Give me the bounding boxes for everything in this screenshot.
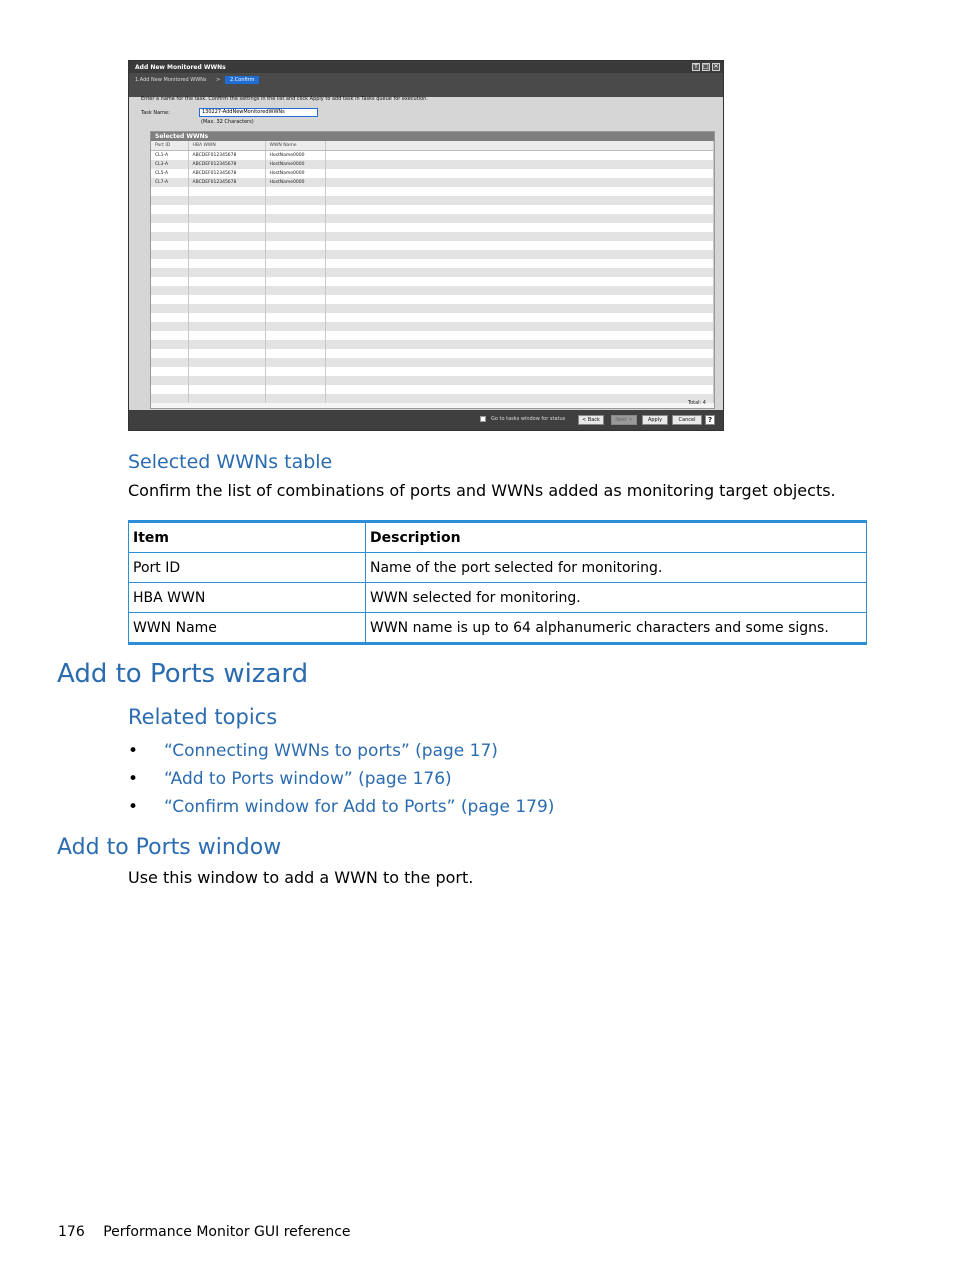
grid-cell: [325, 169, 714, 178]
table-row[interactable]: [151, 178, 714, 187]
grid-cell: [325, 349, 714, 358]
next-button[interactable]: Next >: [611, 415, 637, 425]
grid-cell: [265, 232, 325, 241]
grid-cell: [265, 304, 325, 313]
grid-cell: [151, 385, 188, 394]
col-hba-wwn[interactable]: HBA WWN: [188, 141, 265, 151]
grid-cell: [265, 313, 325, 322]
table-row: [129, 553, 867, 583]
grid-cell: [151, 313, 188, 322]
selected-wwns-grid: [151, 141, 714, 403]
grid-cell: [188, 214, 265, 223]
grid-cell: [151, 358, 188, 367]
grid-cell: [265, 394, 325, 403]
total-count: Total: 4: [687, 400, 706, 406]
grid-cell: [265, 376, 325, 385]
link-add-to-ports-window[interactable]: “Add to Ports window” (page 176): [164, 769, 452, 789]
grid-cell: [325, 385, 714, 394]
grid-cell: [265, 367, 325, 376]
table-row[interactable]: [151, 241, 714, 250]
grid-cell: [151, 367, 188, 376]
table-row[interactable]: [151, 331, 714, 340]
desc-description: WWN name is up to 64 alphanumeric characters and some signs.: [366, 613, 867, 644]
pin-icon[interactable]: ⊤: [693, 63, 699, 70]
grid-cell: CL1-A: [151, 151, 188, 161]
dialog-instruction: Enter a name for the task. Confirm the settings in the list and click Apply to add task in Tasks queue for execution.: [141, 96, 428, 102]
grid-cell: [325, 277, 714, 286]
add-new-monitored-wwns-dialog: [128, 60, 724, 431]
table-row[interactable]: [151, 169, 714, 178]
grid-cell: [325, 232, 714, 241]
maximize-icon[interactable]: □: [703, 63, 709, 70]
table-row[interactable]: [151, 187, 714, 196]
grid-cell: CL7-A: [151, 178, 188, 187]
table-row[interactable]: [151, 196, 714, 205]
table-row[interactable]: [151, 205, 714, 214]
col-wwn-name[interactable]: WWN Name: [265, 141, 325, 151]
grid-cell: [151, 304, 188, 313]
grid-cell: ABCDEF012345678: [188, 151, 265, 161]
grid-cell: [325, 259, 714, 268]
table-row[interactable]: [151, 340, 714, 349]
grid-cell: [265, 187, 325, 196]
grid-cell: ABCDEF012345678: [188, 160, 265, 169]
go-to-tasks-label: Go to tasks window for status: [491, 416, 566, 422]
description-table: [128, 520, 867, 645]
grid-cell: [188, 385, 265, 394]
grid-cell: CL5-A: [151, 169, 188, 178]
table-row[interactable]: [151, 385, 714, 394]
table-row[interactable]: [151, 223, 714, 232]
table-row: [129, 583, 867, 613]
grid-cell: [151, 286, 188, 295]
grid-cell: [325, 367, 714, 376]
bullet: •: [128, 741, 139, 761]
grid-cell: [325, 241, 714, 250]
step-add-new: 1.Add New Monitored WWNs: [135, 77, 207, 83]
grid-cell: [188, 331, 265, 340]
table-row[interactable]: [151, 295, 714, 304]
footer-section: Performance Monitor GUI reference: [103, 1224, 351, 1240]
grid-cell: [151, 259, 188, 268]
grid-cell: [325, 205, 714, 214]
grid-cell: ABCDEF012345678: [188, 178, 265, 187]
grid-cell: [265, 286, 325, 295]
table-row[interactable]: [151, 304, 714, 313]
grid-cell: [151, 394, 188, 403]
grid-cell: [151, 196, 188, 205]
grid-cell: [188, 340, 265, 349]
desc-item: HBA WWN: [129, 583, 366, 613]
grid-cell: ABCDEF012345678: [188, 169, 265, 178]
grid-cell: HostName0000: [265, 178, 325, 187]
grid-cell: [151, 250, 188, 259]
table-row[interactable]: [151, 232, 714, 241]
grid-cell: [325, 331, 714, 340]
grid-cell: CL3-A: [151, 160, 188, 169]
grid-cell: [325, 358, 714, 367]
add-to-ports-wizard-heading: Add to Ports wizard: [57, 659, 309, 689]
grid-cell: [188, 367, 265, 376]
table-row[interactable]: [151, 313, 714, 322]
table-row[interactable]: [151, 322, 714, 331]
grid-cell: [265, 250, 325, 259]
table-row[interactable]: [151, 349, 714, 358]
grid-cell: [265, 259, 325, 268]
grid-cell: [188, 223, 265, 232]
bullet: •: [128, 797, 139, 817]
grid-cell: [188, 358, 265, 367]
page-footer: [58, 1224, 351, 1240]
table-row[interactable]: [151, 160, 714, 169]
grid-cell: [265, 241, 325, 250]
grid-cell: [265, 295, 325, 304]
grid-cell: [325, 340, 714, 349]
table-row[interactable]: [151, 277, 714, 286]
table-row[interactable]: [151, 259, 714, 268]
grid-cell: [188, 277, 265, 286]
table-row[interactable]: [151, 214, 714, 223]
grid-cell: [151, 223, 188, 232]
grid-cell: [188, 232, 265, 241]
grid-cell: [151, 349, 188, 358]
grid-cell: [188, 313, 265, 322]
selected-wwns-heading: Selected WWNs table: [128, 451, 333, 473]
desc-header-item: Item: [129, 522, 366, 553]
table-row[interactable]: [151, 268, 714, 277]
table-row[interactable]: [151, 367, 714, 376]
grid-cell: [188, 268, 265, 277]
table-row[interactable]: [151, 250, 714, 259]
bullet: •: [128, 769, 139, 789]
grid-cell: [325, 160, 714, 169]
desc-item: WWN Name: [129, 613, 366, 644]
page-number: 176: [58, 1224, 85, 1240]
grid-cell: [151, 376, 188, 385]
grid-cell: [325, 322, 714, 331]
dialog-title: Add New Monitored WWNs: [135, 64, 226, 71]
grid-cell: [188, 196, 265, 205]
task-name-label: Task Name:: [141, 110, 170, 116]
grid-cell: [325, 223, 714, 232]
grid-cell: [151, 241, 188, 250]
grid-cell: [188, 241, 265, 250]
selected-wwns-panel: [150, 131, 715, 409]
grid-cell: [151, 187, 188, 196]
grid-cell: HostName0000: [265, 169, 325, 178]
close-icon[interactable]: ✕: [713, 63, 719, 70]
grid-cell: [188, 286, 265, 295]
grid-cell: [265, 196, 325, 205]
cancel-button[interactable]: Cancel: [672, 415, 702, 425]
link-confirm-window[interactable]: “Confirm window for Add to Ports” (page 179): [164, 797, 555, 817]
link-connecting-wwns[interactable]: “Connecting WWNs to ports” (page 17): [164, 741, 498, 761]
grid-cell: [188, 322, 265, 331]
add-to-ports-window-heading: Add to Ports window: [57, 835, 282, 860]
grid-cell: [188, 349, 265, 358]
grid-cell: [325, 313, 714, 322]
desc-description: WWN selected for monitoring.: [366, 583, 867, 613]
grid-cell: [188, 394, 265, 403]
grid-cell: [151, 340, 188, 349]
task-name-hint: (Max. 32 Characters): [201, 119, 254, 125]
desc-description: Name of the port selected for monitoring.: [366, 553, 867, 583]
grid-cell: [325, 214, 714, 223]
grid-cell: [265, 214, 325, 223]
dialog-titlebar: [129, 61, 723, 73]
grid-cell: [325, 376, 714, 385]
grid-cell: [151, 205, 188, 214]
col-port-id[interactable]: Port ID: [151, 141, 188, 151]
grid-cell: HostName0000: [265, 160, 325, 169]
desc-item: Port ID: [129, 553, 366, 583]
related-topics-heading: Related topics: [128, 705, 278, 729]
grid-cell: [151, 214, 188, 223]
grid-cell: [325, 196, 714, 205]
grid-cell: [325, 178, 714, 187]
grid-cell: [151, 331, 188, 340]
grid-cell: [188, 187, 265, 196]
table-row[interactable]: [151, 394, 714, 403]
grid-cell: [188, 376, 265, 385]
grid-cell: [265, 205, 325, 214]
grid-cell: [188, 250, 265, 259]
grid-cell: [265, 268, 325, 277]
grid-cell: [265, 277, 325, 286]
grid-cell: [325, 268, 714, 277]
selected-wwns-title: Selected WWNs: [151, 132, 714, 141]
back-button[interactable]: < Back: [578, 415, 604, 425]
grid-cell: [265, 385, 325, 394]
grid-cell: [265, 358, 325, 367]
go-to-tasks-checkbox[interactable]: [480, 416, 486, 422]
task-name-input[interactable]: 130227-AddNewMonitoredWWNs: [199, 108, 318, 117]
selected-wwns-intro: Confirm the list of combinations of ports and WWNs added as monitoring target objects.: [128, 481, 836, 500]
grid-cell: [325, 304, 714, 313]
grid-cell: [151, 268, 188, 277]
grid-cell: [188, 205, 265, 214]
table-row[interactable]: [151, 286, 714, 295]
grid-cell: [151, 295, 188, 304]
grid-cell: [188, 304, 265, 313]
step-confirm: 2.Confirm: [225, 76, 259, 84]
table-row[interactable]: [151, 376, 714, 385]
grid-cell: [325, 250, 714, 259]
grid-cell: [325, 286, 714, 295]
col-filler: [325, 141, 714, 151]
table-row[interactable]: [151, 358, 714, 367]
wizard-steps: [129, 73, 723, 97]
grid-cell: [265, 223, 325, 232]
grid-cell: [325, 151, 714, 161]
grid-cell: [325, 394, 714, 403]
help-icon[interactable]: ?: [705, 415, 715, 425]
grid-cell: [325, 187, 714, 196]
dialog-footer: [129, 410, 723, 430]
grid-cell: [265, 322, 325, 331]
grid-cell: [265, 331, 325, 340]
grid-cell: [265, 349, 325, 358]
grid-cell: [325, 295, 714, 304]
table-row[interactable]: [151, 151, 714, 161]
grid-cell: [151, 232, 188, 241]
grid-cell: HostName0000: [265, 151, 325, 161]
desc-header-description: Description: [366, 522, 867, 553]
grid-cell: [188, 295, 265, 304]
grid-cell: [188, 259, 265, 268]
grid-cell: [151, 277, 188, 286]
table-row: [129, 613, 867, 644]
apply-button[interactable]: Apply: [642, 415, 668, 425]
grid-cell: [265, 340, 325, 349]
step-separator: >: [216, 77, 221, 83]
add-to-ports-window-intro: Use this window to add a WWN to the port.: [128, 868, 474, 887]
grid-cell: [151, 322, 188, 331]
